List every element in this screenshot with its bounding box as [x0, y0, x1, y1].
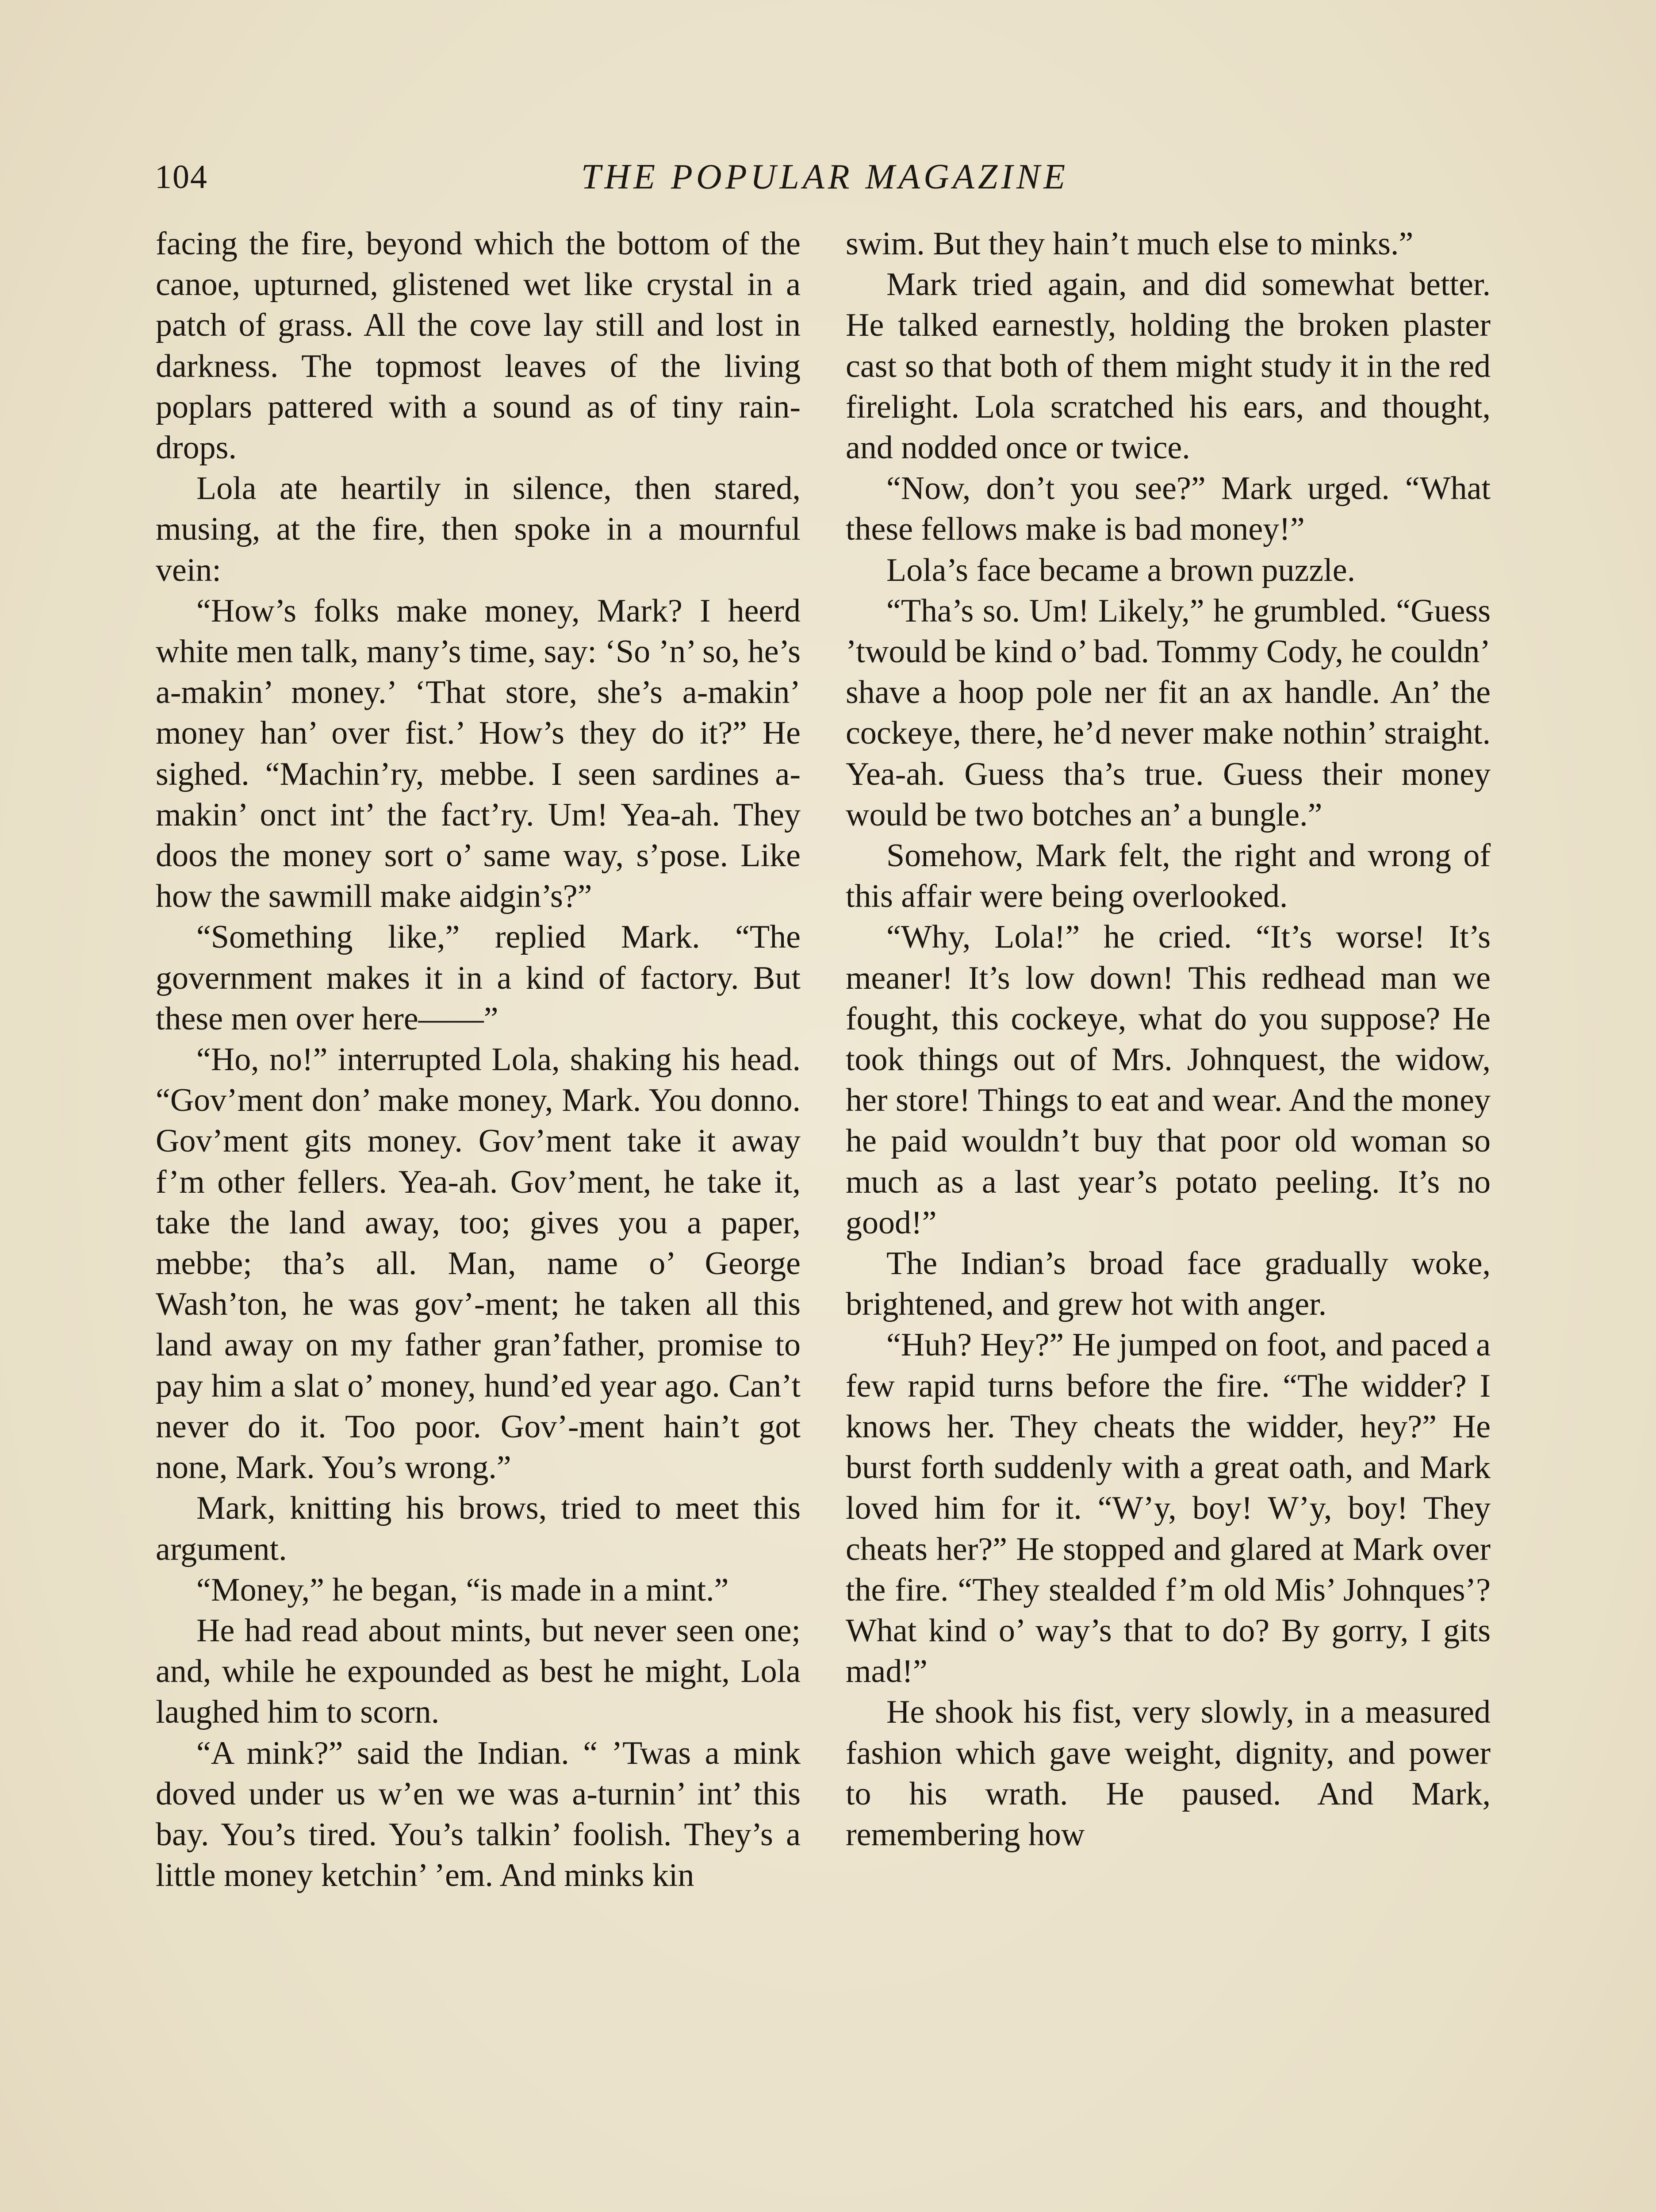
paragraph: He had read about mints, but never seen one; and, while he expounded as best he might, Lola laughed him to scorn.	[156, 1612, 801, 1731]
paragraph: Mark, knitting his brows, tried to meet this argument.	[156, 1490, 801, 1567]
paragraph: Mark tried again, and did somewhat better. He talked earnestly, holding the broken plaster cast so that both of them might study it in the red firelight. Lola scratched his ears, and thought, and nodded once or twice.	[846, 266, 1491, 466]
page-number: 104	[155, 158, 208, 196]
paragraph: “Something like,” replied Mark. “The government makes it in a kind of factory. But these men over here——”	[156, 919, 801, 1037]
paragraph: He shook his fist, very slowly, in a measured fashion which gave weight, dignity, and power to his wrath. He paused. And Mark, remembering how	[846, 1694, 1491, 1853]
text-columns	[156, 223, 1496, 2212]
paragraph: swim. But they hain’t much else to minks.”	[846, 226, 1414, 262]
paragraph: Somehow, Mark felt, the right and wrong of this affair were being overlooked.	[846, 837, 1491, 915]
paragraph: “Money,” he began, “is made in a mint.”	[196, 1571, 729, 1608]
paragraph: “Now, don’t you see?” Mark urged. “What these fellows make is bad money!”	[846, 470, 1491, 548]
running-title: THE POPULAR MAGAZINE	[581, 157, 1069, 196]
paragraph: facing the fire, beyond which the bottom of the canoe, upturned, glistened wet like crystal in a patch of grass. All the cove lay still and lost in darkness. The topmost leaves of the living poplars pattered with a sound as of tiny raindrops.	[156, 226, 801, 466]
paragraph: Lola ate heartily in silence, then stared, musing, at the fire, then spoke in a mournful vein:	[156, 470, 801, 588]
paragraph: Lola’s face became a brown puzzle.	[886, 552, 1356, 588]
paragraph: “Tha’s so. Um! Likely,” he grumbled. “Guess ’twould be kind o’ bad. Tommy Cody, he couldn’ shave a hoop pole ner fit an ax handle. An’ the cockeye, there, he’d never make nothin’ straight. Yea-ah. Guess tha’s true. Guess their money would be two botches an’ a bungle.”	[846, 592, 1491, 833]
paragraph: “Why, Lola!” he cried. “It’s worse! It’s meaner! It’s low down! This redhead man we fought, this cockeye, what do you suppose? He took things out of Mrs. Johnquest, the widow, her store! Things to eat and wear. And the money he paid wouldn’t buy that poor old woman so much as a last year’s potato peeling. It’s no good!”	[846, 919, 1491, 1241]
paragraph: “How’s folks make money, Mark? I heerd white men talk, many’s time, say: ‘So ’n’ so, he’s a-makin’ money.’ ‘That store, she’s a-makin’ money han’ over fist.’ How’s they do it?” He sighed. “Machin’ry, mebbe. I seen sardines a-makin’ onct int’ the fact’ry. Um! Yea-ah. They doos the money sort o’ same way, s’pose. Like how the sawmill make aidgin’s?”	[156, 592, 801, 915]
right-column	[846, 223, 1491, 1855]
paragraph: “Huh? Hey?” He jumped on foot, and paced a few rapid turns before the fire. “The widder? I knows her. They cheats the widder, hey?” He burst forth suddenly with a great oath, and Mark loved him for it. “W’y, boy! W’y, boy! They cheats her?” He stopped and glared at Mark over the fire. “They stealded f’m old Mis’ Johnques’? What kind o’ way’s that to do? By gorry, I gits mad!”	[846, 1327, 1491, 1690]
left-column	[156, 223, 801, 1896]
paragraph: “Ho, no!” interrupted Lola, shaking his head. “Gov’ment don’ make money, Mark. You donno. Gov’ment gits money. Gov’ment take it away f’m other fellers. Yea-ah. Gov’ment, he take it, take the land away, too; gives you a paper, mebbe; tha’s all. Man, name o’ George Wash’ton, he was gov’-ment; he taken all this land away on my father gran’father, promise to pay him a slat o’ money, hund’ed year ago. Can’t never do it. Too poor. Gov’-ment hain’t got none, Mark. You’s wrong.”	[156, 1041, 801, 1486]
page-header	[155, 150, 1495, 204]
paragraph: The Indian’s broad face gradually woke, brightened, and grew hot with anger.	[846, 1245, 1491, 1323]
paragraph: “A mink?” said the Indian. “ ’Twas a mink doved under us w’en we was a-turnin’ int’ this bay. You’s tired. You’s talkin’ foolish. They’s a little money ketchin’ ’em. And minks kin	[156, 1735, 801, 1894]
